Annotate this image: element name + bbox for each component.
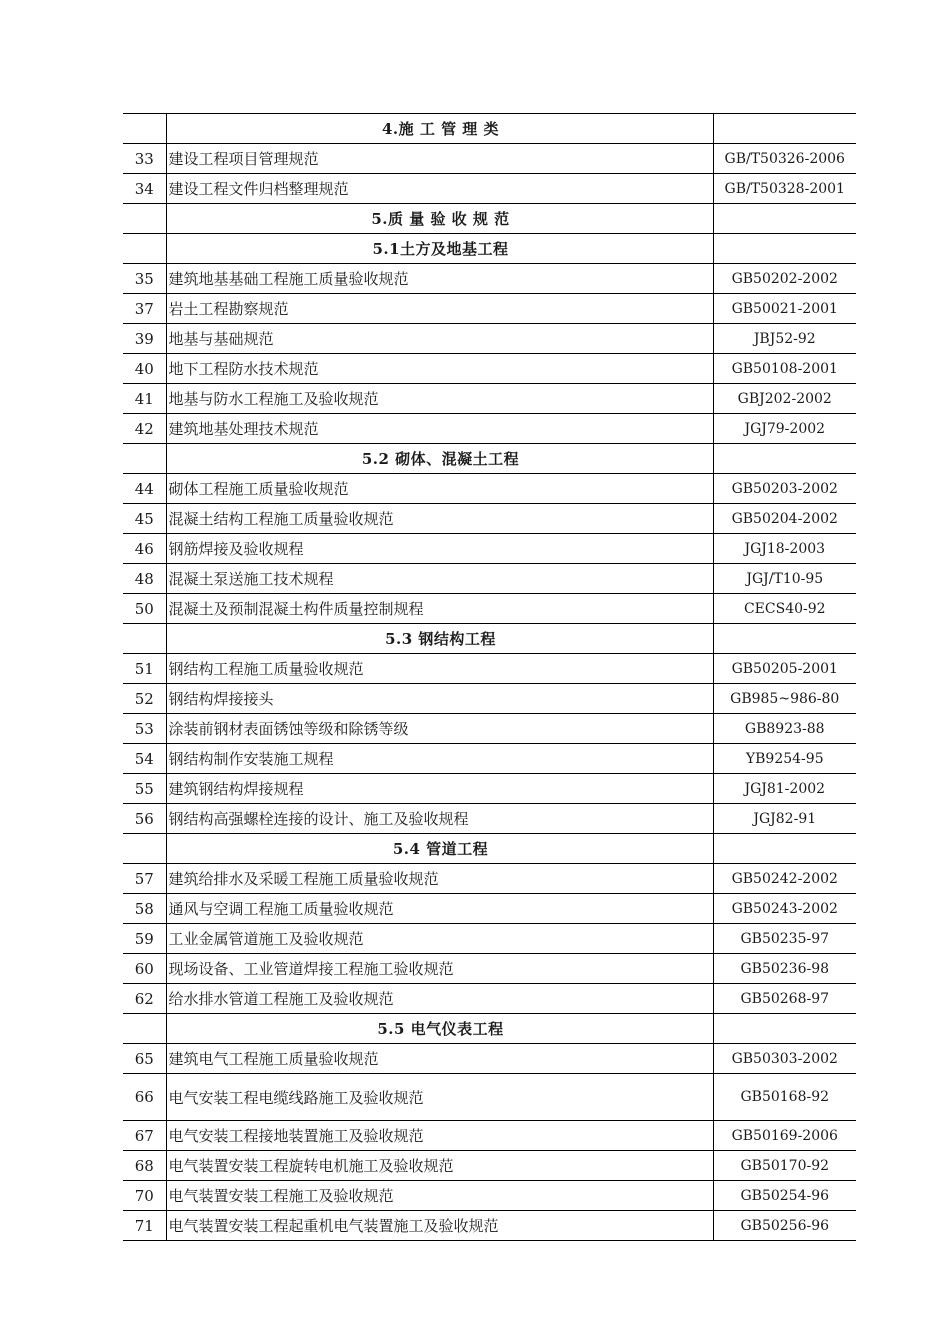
section-heading: 5.3 钢结构工程 [166,624,713,654]
row-number: 40 [123,354,166,384]
standard-code: GB50236-98 [713,954,856,984]
table-row [123,594,856,624]
standard-code: GB50205-2001 [713,654,856,684]
standard-code: GB/T50328-2001 [713,174,856,204]
table-row [123,924,856,954]
table-row [123,804,856,834]
standard-code: GB50021-2001 [713,294,856,324]
section-heading-row [123,1014,856,1044]
standard-name: 电气安装工程电缆线路施工及验收规范 [166,1074,713,1121]
standard-name: 电气安装工程接地装置施工及验收规范 [166,1121,713,1151]
section-heading-row [123,114,856,144]
empty-number-cell [123,1014,166,1044]
table-row [123,504,856,534]
row-number: 55 [123,774,166,804]
standard-name: 通风与空调工程施工质量验收规范 [166,894,713,924]
empty-number-cell [123,444,166,474]
table-row [123,1211,856,1241]
empty-code-cell [713,234,856,264]
table-row [123,294,856,324]
row-number: 41 [123,384,166,414]
section-heading-row [123,624,856,654]
table-row [123,954,856,984]
standard-name: 建筑地基处理技术规范 [166,414,713,444]
standard-code: GB/T50326-2006 [713,144,856,174]
standard-name: 钢结构焊接接头 [166,684,713,714]
standard-name: 混凝土及预制混凝土构件质量控制规程 [166,594,713,624]
standard-code: GB50242-2002 [713,864,856,894]
standard-code: GB50235-97 [713,924,856,954]
section-heading: 4.施 工 管 理 类 [166,114,713,144]
standard-code: GB50202-2002 [713,264,856,294]
row-number: 34 [123,174,166,204]
empty-code-cell [713,1014,856,1044]
table-row [123,324,856,354]
section-heading-row [123,444,856,474]
row-number: 37 [123,294,166,324]
section-heading: 5.质 量 验 收 规 范 [166,204,713,234]
table-row [123,774,856,804]
standard-name: 建设工程文件归档整理规范 [166,174,713,204]
standard-code: GB8923-88 [713,714,856,744]
standards-table-body [123,114,856,1241]
document-page [123,113,856,1241]
empty-code-cell [713,204,856,234]
standard-name: 砌体工程施工质量验收规范 [166,474,713,504]
standard-code: JBJ52-92 [713,324,856,354]
row-number: 71 [123,1211,166,1241]
row-number: 65 [123,1044,166,1074]
table-row [123,654,856,684]
row-number: 57 [123,864,166,894]
row-number: 33 [123,144,166,174]
table-row [123,984,856,1014]
standards-table [123,113,856,1241]
standard-name: 建筑地基基础工程施工质量验收规范 [166,264,713,294]
row-number: 68 [123,1151,166,1181]
standard-name: 现场设备、工业管道焊接工程施工验收规范 [166,954,713,984]
standard-code: GB985~986-80 [713,684,856,714]
section-heading: 5.2 砌体、混凝土工程 [166,444,713,474]
standard-code: GB50108-2001 [713,354,856,384]
row-number: 39 [123,324,166,354]
standard-code: JGJ18-2003 [713,534,856,564]
table-row [123,684,856,714]
row-number: 70 [123,1181,166,1211]
empty-code-cell [713,444,856,474]
standard-code: JGJ79-2002 [713,414,856,444]
standard-code: GB50168-92 [713,1074,856,1121]
empty-number-cell [123,114,166,144]
standard-code: GB50243-2002 [713,894,856,924]
table-row [123,354,856,384]
row-number: 56 [123,804,166,834]
section-heading-row [123,834,856,864]
standard-name: 钢结构制作安装施工规程 [166,744,713,774]
standard-code: CECS40-92 [713,594,856,624]
standard-name: 钢结构工程施工质量验收规范 [166,654,713,684]
row-number: 51 [123,654,166,684]
empty-code-cell [713,114,856,144]
standard-code: GB50303-2002 [713,1044,856,1074]
standard-code: JGJ81-2002 [713,774,856,804]
table-row [123,144,856,174]
standard-code: GB50203-2002 [713,474,856,504]
standard-code: GB50170-92 [713,1151,856,1181]
standard-code: GB50254-96 [713,1181,856,1211]
standard-name: 建筑给排水及采暖工程施工质量验收规范 [166,864,713,894]
standard-name: 地基与防水工程施工及验收规范 [166,384,713,414]
row-number: 53 [123,714,166,744]
standard-name: 电气装置安装工程起重机电气装置施工及验收规范 [166,1211,713,1241]
row-number: 58 [123,894,166,924]
table-row [123,564,856,594]
row-number: 45 [123,504,166,534]
row-number: 62 [123,984,166,1014]
standard-name: 混凝土结构工程施工质量验收规范 [166,504,713,534]
table-row [123,384,856,414]
section-heading: 5.1土方及地基工程 [166,234,713,264]
table-row [123,714,856,744]
row-number: 44 [123,474,166,504]
standard-name: 电气装置安装工程施工及验收规范 [166,1181,713,1211]
standard-code: JGJ82-91 [713,804,856,834]
row-number: 60 [123,954,166,984]
table-row [123,264,856,294]
empty-number-cell [123,834,166,864]
table-row [123,894,856,924]
empty-code-cell [713,834,856,864]
row-number: 46 [123,534,166,564]
standard-name: 建筑钢结构焊接规程 [166,774,713,804]
section-heading: 5.5 电气仪表工程 [166,1014,713,1044]
standard-name: 地下工程防水技术规范 [166,354,713,384]
standard-name: 岩土工程勘察规范 [166,294,713,324]
standard-name: 工业金属管道施工及验收规范 [166,924,713,954]
standard-name: 建设工程项目管理规范 [166,144,713,174]
empty-number-cell [123,204,166,234]
table-row [123,1044,856,1074]
row-number: 67 [123,1121,166,1151]
standard-code: YB9254-95 [713,744,856,774]
table-row [123,744,856,774]
row-number: 50 [123,594,166,624]
row-number: 59 [123,924,166,954]
table-row [123,414,856,444]
row-number: 42 [123,414,166,444]
table-row [123,474,856,504]
standard-code: JGJ/T10-95 [713,564,856,594]
standard-name: 地基与基础规范 [166,324,713,354]
empty-code-cell [713,624,856,654]
standard-code: GB50169-2006 [713,1121,856,1151]
standard-code: GB50204-2002 [713,504,856,534]
standard-name: 建筑电气工程施工质量验收规范 [166,1044,713,1074]
standard-name: 电气装置安装工程旋转电机施工及验收规范 [166,1151,713,1181]
table-row [123,1181,856,1211]
section-heading: 5.4 管道工程 [166,834,713,864]
section-heading-row [123,204,856,234]
standard-code: GB50268-97 [713,984,856,1014]
standard-code: GBJ202-2002 [713,384,856,414]
standard-code: GB50256-96 [713,1211,856,1241]
row-number: 35 [123,264,166,294]
table-row [123,1074,856,1121]
table-row [123,1151,856,1181]
table-row [123,534,856,564]
row-number: 52 [123,684,166,714]
standard-name: 涂装前钢材表面锈蚀等级和除锈等级 [166,714,713,744]
standard-name: 钢筋焊接及验收规程 [166,534,713,564]
empty-number-cell [123,624,166,654]
row-number: 48 [123,564,166,594]
table-row [123,174,856,204]
row-number: 66 [123,1074,166,1121]
standard-name: 钢结构高强螺栓连接的设计、施工及验收规程 [166,804,713,834]
standard-name: 给水排水管道工程施工及验收规范 [166,984,713,1014]
empty-number-cell [123,234,166,264]
section-heading-row [123,234,856,264]
table-row [123,1121,856,1151]
row-number: 54 [123,744,166,774]
table-row [123,864,856,894]
standard-name: 混凝土泵送施工技术规程 [166,564,713,594]
